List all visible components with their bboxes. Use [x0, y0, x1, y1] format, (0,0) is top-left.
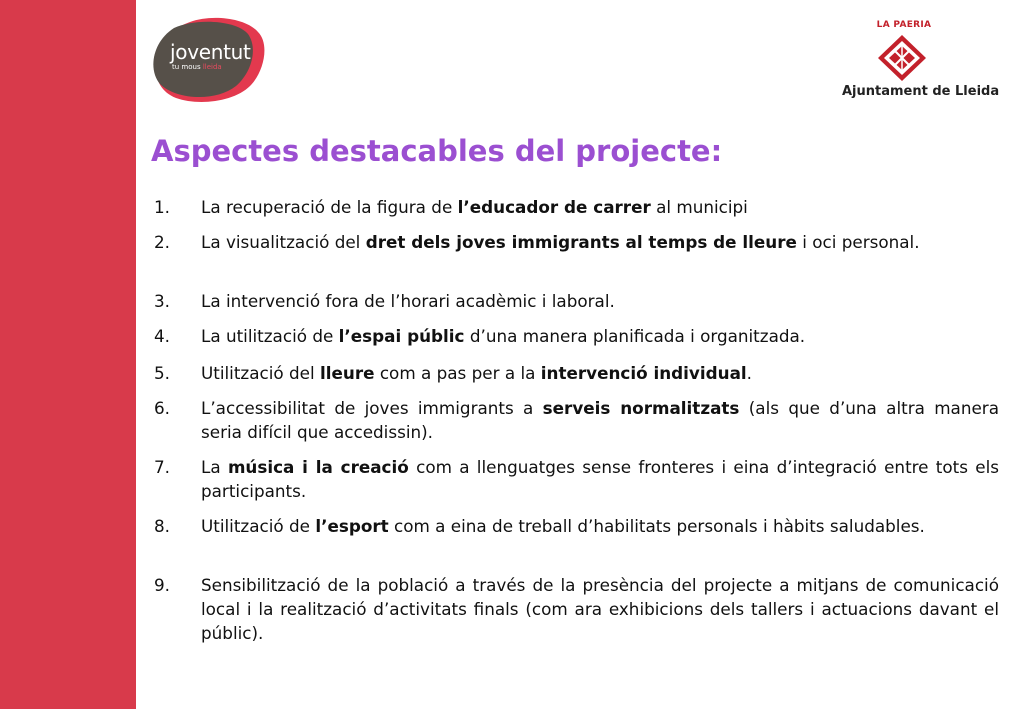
side-color-band [0, 0, 136, 709]
list-item-1 [150, 195, 999, 219]
list-item-4 [150, 324, 999, 348]
item-number: 1. [154, 197, 171, 217]
item-text: La utilització de l’espai públic d’una manera planificada i organitzada. [201, 326, 806, 346]
list-item-2 [150, 230, 999, 254]
paeria-logo [838, 20, 1014, 102]
list-item-8 [150, 514, 999, 538]
item-text: La recuperació de la figura de l’educador de carrer al municipi [201, 197, 748, 217]
item-text: La visualització del dret dels joves immigrants al temps de lleure i oci personal. [201, 232, 920, 252]
item-text: Utilització del lleure com a pas per a la intervenció individual. [201, 363, 753, 383]
item-number: 4. [154, 326, 171, 346]
item-text: Sensibilització de la població a través de la presència del projecte a mitjans de comunicació local i la realització d’activitats finals (com ara exhibicions dels tallers i actuacions davant el públic). [201, 575, 999, 643]
list-item-3 [150, 289, 999, 313]
item-number: 2. [154, 232, 171, 252]
joventut-logo [150, 14, 270, 106]
joventut-wordmark: joventut [170, 40, 251, 64]
item-number: 6. [154, 398, 171, 418]
item-text: L’accessibilitat de joves immigrants a serveis normalitzats (als que d’una altra manera seria difícil que accedissin). [201, 398, 999, 442]
joventut-tagline: tu mous lleida [172, 63, 222, 71]
item-number: 5. [154, 363, 171, 383]
item-number: 8. [154, 516, 171, 536]
paeria-emblem-icon [874, 32, 930, 84]
item-text: La música i la creació com a llenguatges sense fronteres i eina d’integració entre tots els participants. [201, 457, 999, 501]
list-item-9 [150, 573, 999, 645]
item-number: 3. [154, 291, 171, 311]
ajuntament-name: Ajuntament de Lleida [842, 84, 1000, 99]
item-text: Utilització de l’esport com a eina de treball d’habilitats personals i hàbits saludables. [201, 516, 925, 536]
item-number: 7. [154, 457, 171, 477]
list-item-7 [150, 455, 999, 503]
list-item-6 [150, 396, 999, 444]
list-item-5 [150, 361, 999, 385]
paeria-top-text: LA PAERIA [876, 20, 932, 30]
item-number: 9. [154, 575, 171, 595]
item-text: La intervenció fora de l’horari acadèmic i laboral. [201, 291, 615, 311]
slide-title: Aspectes destacables del projecte: [151, 134, 723, 168]
